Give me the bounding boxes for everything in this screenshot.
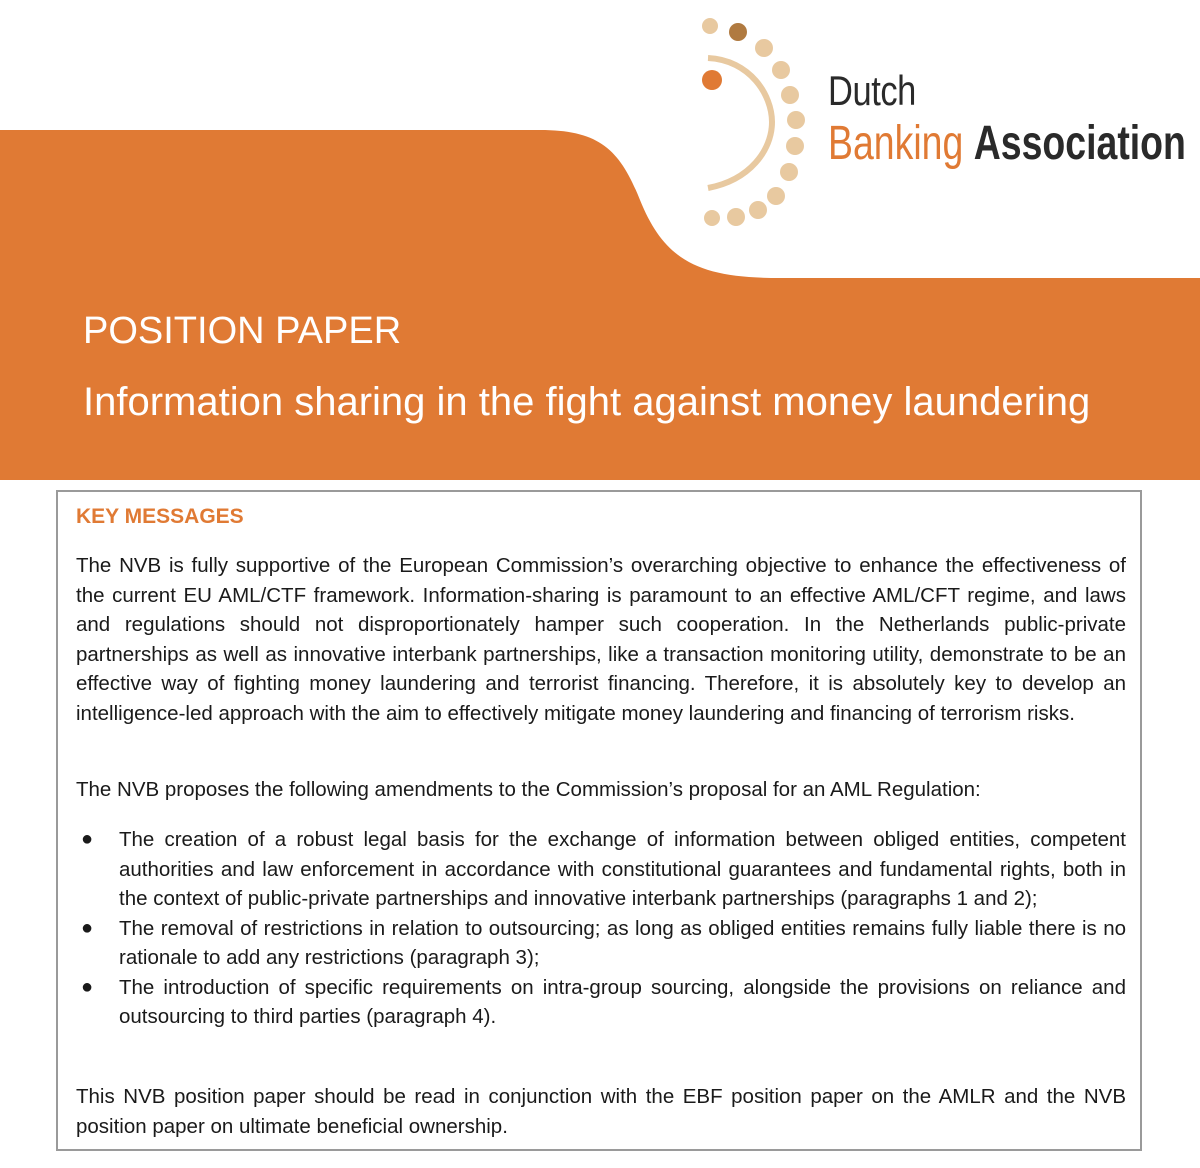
closing-paragraph: This NVB position paper should be read in conjunction with the EBF position paper on the AMLR and the NVB position paper on ultimate beneficial ownership. — [76, 1085, 1126, 1138]
list-item — [76, 973, 1126, 1032]
key-messages-box — [56, 490, 1142, 1151]
intro-paragraph: The NVB is fully supportive of the European Commission’s overarching objective to enhance the effectiveness of the current EU AML/CTF framework. Information-sharing is paramount to an effective AML/CFT regime, and laws and regulations should not disproportionately hamper such cooperation. In the Netherlands public-private partnerships as well as innovative interbank partnerships, like a transaction monitoring utility, demonstrate to be an effective way of fighting money laundering and terrorist financing. Therefore, it is absolutely key to develop an intelligence-led approach with the aim to effectively mitigate money laundering and financing of terrorism risks. — [76, 554, 1126, 725]
list-item-text: The removal of restrictions in relation to outsourcing; as long as obliged entities remains fully liable there is no rationale to add any restrictions (paragraph 3); — [119, 916, 1126, 969]
document-type-label: POSITION PAPER — [83, 310, 402, 352]
list-item — [76, 914, 1126, 973]
key-messages-heading: KEY MESSAGES — [76, 505, 244, 528]
list-item — [76, 825, 1126, 914]
bullet-icon: ● — [81, 916, 94, 939]
proposals-intro-paragraph: The NVB proposes the following amendments to the Commission’s proposal for an AML Regulation: — [76, 778, 981, 801]
bullet-icon: ● — [81, 828, 94, 850]
logo-line-dutch: Dutch — [828, 67, 916, 114]
list-item-text: The creation of a robust legal basis for the exchange of information between obliged entities, competent authorities and law enforcement in accordance with constitutional guarantees and fundamental rights, both in the context of public-private partnerships and innovative interbank partnerships (paragraphs 1 and 2); — [119, 828, 1126, 910]
logo-wordmark — [828, 67, 1200, 170]
logo-line-banking-association — [828, 117, 1186, 170]
logo-word-banking: Banking — [828, 117, 964, 170]
logo-word-association: Association — [973, 117, 1186, 170]
proposals-list — [76, 825, 1126, 1032]
list-item-text: The introduction of specific requirements on intra-group sourcing, alongside the provisions on reliance and outsourcing to third parties (paragraph 4). — [119, 975, 1126, 1028]
bullet-icon: ● — [81, 975, 94, 998]
document-title: Information sharing in the fight against money laundering — [83, 380, 1091, 424]
logo-emblem-icon — [690, 10, 820, 245]
